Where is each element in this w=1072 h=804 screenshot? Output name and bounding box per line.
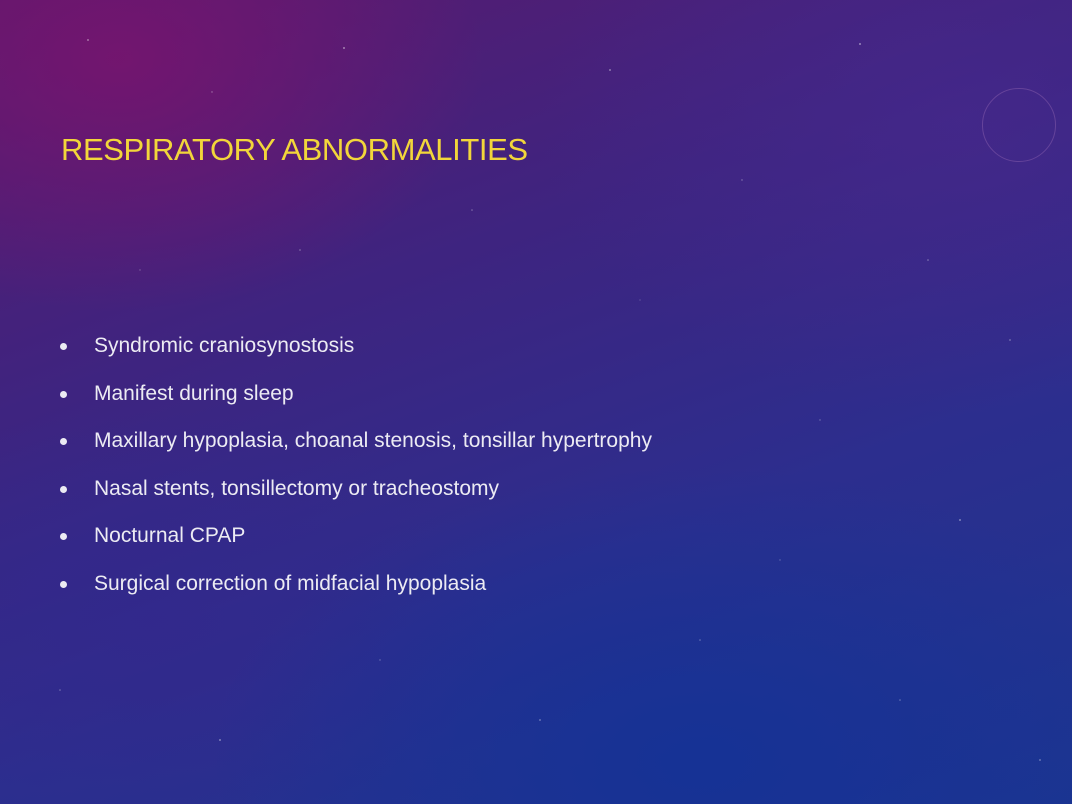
bullet-text: Syndromic craniosynostosis [94, 334, 355, 357]
bullet-item [58, 568, 652, 616]
bullet-dot-icon [60, 581, 67, 588]
bullet-item [58, 473, 652, 521]
bullet-dot-icon [60, 343, 67, 350]
bullet-text: Manifest during sleep [94, 381, 294, 405]
bullet-item [58, 520, 652, 568]
bullet-list [58, 330, 652, 615]
bullet-text: Surgical correction of midfacial hypoplasia [94, 571, 487, 595]
bullet-item [58, 378, 652, 426]
bullet-dot-icon [60, 438, 67, 445]
bullet-text: Maxillary hypoplasia, choanal stenosis, tonsillar hypertrophy [94, 429, 652, 452]
bullet-dot-icon [60, 533, 67, 540]
bullet-text: Nocturnal CPAP [94, 524, 246, 547]
bullet-item [58, 330, 652, 378]
decorative-ring [982, 88, 1056, 162]
slide-title: RESPIRATORY ABNORMALITIES [61, 132, 528, 167]
bullet-text: Nasal stents, tonsillectomy or tracheostomy [94, 476, 499, 500]
bullet-dot-icon [60, 391, 67, 398]
bullet-item [58, 425, 652, 473]
bullet-dot-icon [60, 486, 67, 493]
